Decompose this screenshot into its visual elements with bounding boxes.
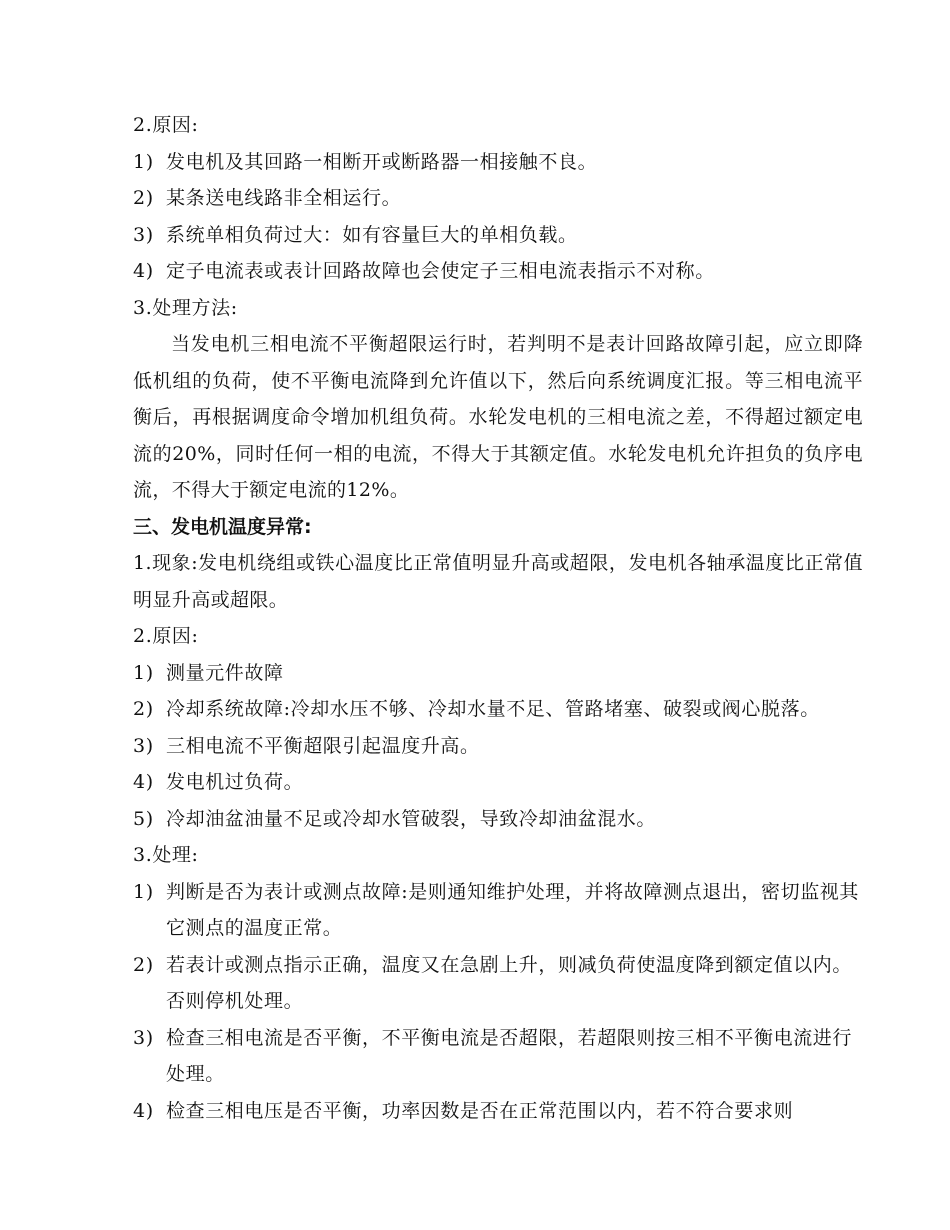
- list-item-text: 某条送电线路非全相运行。: [166, 187, 402, 209]
- list-item: [133, 1020, 863, 1093]
- list-item: [133, 253, 863, 290]
- list-item-number: 2): [133, 698, 154, 720]
- list-item-text: 系统单相负荷过大：如有容量巨大的单相负载。: [166, 223, 578, 246]
- list-item-number: 1): [133, 150, 154, 173]
- list-item: [133, 764, 863, 801]
- list-item-text: 定子电流表或表计回路故障也会使定子三相电流表指示不对称。: [166, 260, 715, 282]
- list-item-number: 2): [133, 187, 154, 209]
- list-item-text: 判断是否为表计或测点故障:是则通知维护处理，并将故障测点退出，密切监视其它测点的温度正常。: [166, 880, 860, 939]
- list-item: [133, 1093, 863, 1130]
- list-item-number: 2): [133, 953, 154, 976]
- phenomenon-paragraph: 1.现象:发电机绕组或铁心温度比正常值明显升高或超限，发电机各轴承温度比正常值明显升高或超限。: [133, 552, 863, 611]
- list-item-text: 测量元件故障: [166, 661, 284, 684]
- list-item-text: 发电机及其回路一相断开或断路器一相接触不良。: [166, 150, 598, 173]
- list-item: [133, 947, 863, 1020]
- list-item: [133, 874, 863, 947]
- list-item-text: 检查三相电压是否平衡，功率因数是否在正常范围以内，若不符合要求则: [166, 1099, 794, 1122]
- list-item: [133, 180, 863, 217]
- list-item-number: 3): [133, 734, 154, 757]
- list-item-text: 三相电流不平衡超限引起温度升高。: [166, 734, 480, 757]
- list-item-number: 3): [133, 223, 154, 246]
- list-item-number: 1): [133, 880, 154, 903]
- handling-title: 3.处理:: [133, 844, 199, 866]
- causes-title: 2.原因:: [133, 114, 199, 136]
- list-item-number: 4): [133, 260, 154, 282]
- list-item-text: 检查三相电流是否平衡，不平衡电流是否超限，若超限则按三相不平衡电流进行处理。: [166, 1026, 853, 1085]
- causes-title: 2.原因:: [133, 625, 199, 647]
- list-item-text: 若表计或测点指示正确，温度又在急剧上升，则减负荷使温度降到额定值以内。否则停机处理。: [166, 953, 853, 1012]
- list-item-number: 4): [133, 1099, 154, 1122]
- list-item-text: 发电机过负荷。: [166, 771, 304, 793]
- list-item-text: 冷却系统故障:冷却水压不够、冷却水量不足、管路堵塞、破裂或阀心脱落。: [166, 698, 820, 720]
- method-title: 3.处理方法:: [133, 296, 238, 319]
- list-item: [133, 217, 863, 254]
- list-item: [133, 691, 863, 728]
- document-body: [133, 107, 863, 1129]
- list-item-text: 冷却油盆油量不足或冷却水管破裂，导致冷却油盆混水。: [166, 807, 657, 830]
- list-item-number: 3): [133, 1026, 154, 1049]
- list-item: [133, 655, 863, 692]
- list-item: [133, 801, 863, 838]
- list-item-number: 4): [133, 771, 154, 793]
- list-item-number: 5): [133, 807, 154, 830]
- method-paragraph: 当发电机三相电流不平衡超限运行时，若判明不是表计回路故障引起，应立即降低机组的负荷，使不平衡电流降到允许值以下，然后向系统调度汇报。等三相电流平衡后，再根据调度命令增加机组负荷。水轮发电机的三相电流之差，不得超过额定电流的20%，同时任何一相的电流，不得大于其额定值。水轮发电机允许担负的负序电流，不得大于额定电流的12%。: [133, 333, 863, 501]
- list-item-number: 1): [133, 661, 154, 684]
- list-item: [133, 728, 863, 765]
- section-heading: 三、发电机温度异常:: [133, 515, 312, 538]
- list-item: [133, 144, 863, 181]
